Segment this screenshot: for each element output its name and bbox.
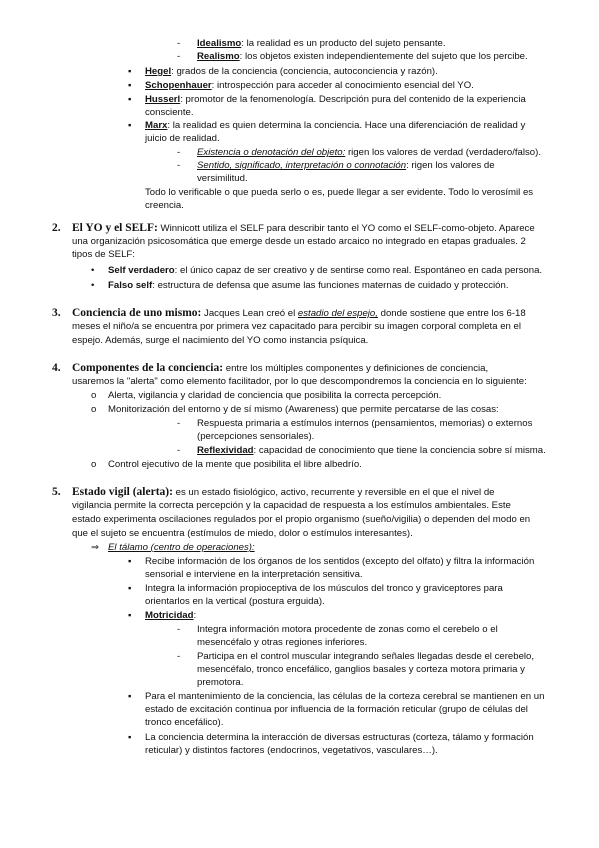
existencia-text: rigen los valores de verdad (verdadero/falso). bbox=[345, 147, 541, 158]
section-4-line-2: usaremos la "alerta" como elemento facilitador, por lo que descompondremos la conciencia en lo siguiente: bbox=[72, 376, 527, 387]
talamo-heading bbox=[108, 542, 255, 554]
section-5-title: Estado vigil (alerta): bbox=[72, 486, 173, 498]
marx-term: Marx bbox=[145, 120, 168, 131]
square-bullet: ▪ bbox=[128, 732, 132, 743]
motricidad-sub-1: Integra información motora procedente de zonas como el cerebelo o el bbox=[197, 624, 498, 635]
section-5-line-2: vigilancia permite la correcta percepción y la capacidad de respuesta a los estímulos ambientales. Este bbox=[72, 500, 511, 511]
sentido-text-cont: versimilitud. bbox=[197, 173, 248, 184]
section-4-line-1 bbox=[72, 362, 488, 375]
talamo-item-2-cont: orientarlos en la vertical (postura erguida). bbox=[145, 596, 325, 607]
square-bullet: ▪ bbox=[128, 556, 132, 567]
section-2-text: Winnicott utiliza el SELF para describir tanto el YO como el SELF-como-objeto. Aparece bbox=[157, 223, 535, 234]
talamo-item-5-cont: reticular) y distintos factores (endocrinos, vegetativos, vasculares…). bbox=[145, 745, 438, 756]
square-bullet: ▪ bbox=[128, 691, 132, 702]
schopenhauer-item bbox=[145, 80, 474, 92]
circle-bullet: o bbox=[91, 404, 97, 415]
motricidad-sub-2-cont: mesencéfalo, tronco encefálico, ganglios basales y corteza motora primaria y bbox=[197, 664, 525, 675]
section-5-line-1 bbox=[72, 486, 495, 499]
square-bullet: ▪ bbox=[128, 80, 132, 91]
control-ejecutivo-item: Control ejecutivo de la mente que posibilita el libre albedrío. bbox=[108, 459, 362, 470]
dash-bullet: - bbox=[177, 51, 181, 62]
section-2-line-2: una organización psicosomática que emerge desde un estado arcaico no integrado en etapas graduales. 2 bbox=[72, 236, 526, 247]
square-bullet: ▪ bbox=[128, 610, 132, 621]
hegel-text: : grados de la conciencia (conciencia, autoconciencia y razón). bbox=[171, 66, 438, 77]
estadio-espejo-term: estadio del espejo, bbox=[297, 308, 378, 319]
section-3-line-2: meses el niño/a se encuentra por primera vez capacitado para percibir su imagen corporal completa en el bbox=[72, 321, 522, 332]
square-bullet: ▪ bbox=[128, 94, 132, 105]
motricidad-sub-2: Participa en el control muscular integrando señales llegadas desde el cerebelo, bbox=[197, 651, 535, 662]
talamo-item-4-cont-2: tronco encefálico). bbox=[145, 717, 224, 728]
section-number: 5. bbox=[52, 486, 61, 498]
marx-text: : la realidad es quien determina la conciencia. Hace una diferenciación de realidad y bbox=[167, 120, 526, 131]
respuesta-item: Respuesta primaria a estímulos internos (pensamientos, memorias) o externos bbox=[197, 418, 533, 429]
circle-bullet: o bbox=[91, 459, 97, 470]
motricidad-sub-2-cont-2: premotora. bbox=[197, 677, 244, 688]
talamo-term: El tálamo (centro de operaciones): bbox=[108, 542, 255, 553]
dash-bullet: - bbox=[177, 160, 181, 171]
marx-text-cont: juicio de realidad. bbox=[145, 133, 220, 144]
husserl-text: : promotor de la fenomenología. Descripción pura del contenido de la experiencia bbox=[180, 94, 526, 105]
self-verdadero-term: Self verdadero bbox=[108, 265, 175, 276]
section-number: 2. bbox=[52, 222, 61, 234]
falso-self-term: Falso self bbox=[108, 280, 153, 291]
dash-bullet: - bbox=[177, 147, 181, 158]
dot-bullet: • bbox=[91, 265, 95, 276]
husserl-term: Husserl bbox=[145, 94, 181, 105]
motricidad-colon: : bbox=[193, 610, 197, 621]
sentido-text: : rigen los valores de bbox=[406, 160, 495, 171]
talamo-item-4: Para el mantenimiento de la conciencia, las células de la corteza cerebral se mantienen en un bbox=[145, 691, 545, 702]
marx-item bbox=[145, 120, 525, 132]
self-verdadero-item bbox=[108, 265, 542, 277]
section-2-line-3: tipos de SELF: bbox=[72, 249, 135, 260]
reflexividad-term: Reflexividad bbox=[197, 445, 254, 456]
section-3-line-1 bbox=[72, 307, 526, 320]
section-4-text: entre los múltiples componentes y definiciones de conciencia, bbox=[223, 363, 489, 374]
self-verdadero-text: : el único capaz de ser creativo y de sentirse como real. Espontáneo en cada persona. bbox=[174, 265, 543, 276]
sentido-term: Sentido, significado, interpretación o connotación bbox=[197, 160, 407, 171]
realismo-text: : los objetos existen independientemente del sujeto que los percibe. bbox=[239, 51, 528, 62]
talamo-item-1-cont: sensorial e interviene en la interpretación sensitiva. bbox=[145, 569, 363, 580]
section-3-text-b: donde sostiene que entre los 6-18 bbox=[377, 308, 526, 319]
section-5-text: es un estado fisiológico, activo, recurrente y reversible en el que el nivel de bbox=[172, 487, 495, 498]
reflexividad-item bbox=[197, 445, 546, 457]
section-number: 3. bbox=[52, 307, 61, 319]
realismo-term: Realismo bbox=[197, 51, 240, 62]
section-3-line-3: espejo. Además, surge el nacimiento del YO como instancia psíquica. bbox=[72, 335, 369, 346]
talamo-item-5: La conciencia determina la interacción de diversas estructuras (corteza, tálamo y formación bbox=[145, 732, 534, 743]
sentido-item bbox=[197, 160, 495, 172]
schopenhauer-term: Schopenhauer bbox=[145, 80, 212, 91]
monitorizacion-item: Monitorización del entorno y de sí mismo (Awareness) que permite percatarse de las cosas: bbox=[108, 404, 499, 415]
husserl-text-cont: consciente. bbox=[145, 107, 194, 118]
falso-self-item bbox=[108, 280, 509, 292]
dash-bullet: - bbox=[177, 651, 181, 662]
dot-bullet: • bbox=[91, 280, 95, 291]
motricidad-item bbox=[145, 610, 196, 622]
dash-bullet: - bbox=[177, 445, 181, 456]
dash-bullet: - bbox=[177, 38, 181, 49]
circle-bullet: o bbox=[91, 390, 97, 401]
square-bullet: ▪ bbox=[128, 583, 132, 594]
idealismo-item bbox=[197, 38, 446, 50]
motricidad-sub-1-cont: mesencéfalo y otras regiones inferiores. bbox=[197, 637, 368, 648]
existencia-term: Existencia o denotación del objeto: bbox=[197, 147, 346, 158]
realismo-item bbox=[197, 51, 528, 63]
arrow-icon: ⇒ bbox=[91, 542, 100, 553]
schopenhauer-text: : introspección para acceder al conocimiento esencial del YO. bbox=[211, 80, 474, 91]
section-3-text: Jacques Lean creó el bbox=[201, 308, 298, 319]
dash-bullet: - bbox=[177, 418, 181, 429]
alerta-item: Alerta, vigilancia y claridad de conciencia que posibilita la correcta percepción. bbox=[108, 390, 442, 401]
square-bullet: ▪ bbox=[128, 120, 132, 131]
talamo-item-4-cont: estado de excitación continua por influencia de la formación reticular (grupo de células del bbox=[145, 704, 528, 715]
section-5-line-3: estado experimenta oscilaciones regulados por el propio organismo (sueño/vigilia) o dependen del modo en bbox=[72, 514, 531, 525]
idealismo-term: Idealismo bbox=[197, 38, 242, 49]
respuesta-item-cont: (percepciones sensoriales). bbox=[197, 431, 315, 442]
section-number: 4. bbox=[52, 362, 61, 374]
todo-paragraph-2: creencia. bbox=[145, 200, 184, 211]
motricidad-term: Motricidad bbox=[145, 610, 194, 621]
section-3-title: Conciencia de uno mismo: bbox=[72, 307, 202, 319]
square-bullet: ▪ bbox=[128, 66, 132, 77]
dash-bullet: - bbox=[177, 624, 181, 635]
section-2-line-1 bbox=[72, 222, 535, 235]
existencia-item bbox=[197, 147, 541, 159]
reflexividad-text: : capacidad de conocimiento que tiene la conciencia sobre sí misma. bbox=[253, 445, 546, 456]
idealismo-text: : la realidad es un producto del sujeto pensante. bbox=[241, 38, 446, 49]
section-2-title: El YO y el SELF: bbox=[72, 222, 158, 234]
hegel-term: Hegel bbox=[145, 66, 172, 77]
section-5-line-4: que el sujeto se encuentra (estímulos de miedo, dolor o estímulos interesantes). bbox=[72, 528, 413, 539]
talamo-item-2: Integra la información propioceptiva de los músculos del tronco y graviceptores para bbox=[145, 583, 503, 594]
falso-self-text: : estructura de defensa que asume las funciones maternas de cuidado y protección. bbox=[152, 280, 509, 291]
talamo-item-1: Recibe información de los órganos de los sentidos (excepto del olfato) y filtra la información bbox=[145, 556, 535, 567]
husserl-item bbox=[145, 94, 526, 106]
section-4-title: Componentes de la conciencia: bbox=[72, 362, 224, 374]
hegel-item bbox=[145, 66, 438, 78]
todo-paragraph-1: Todo lo verificable o que pueda serlo o es, puede llegar a ser evidente. Todo lo verosímil es bbox=[145, 187, 534, 198]
